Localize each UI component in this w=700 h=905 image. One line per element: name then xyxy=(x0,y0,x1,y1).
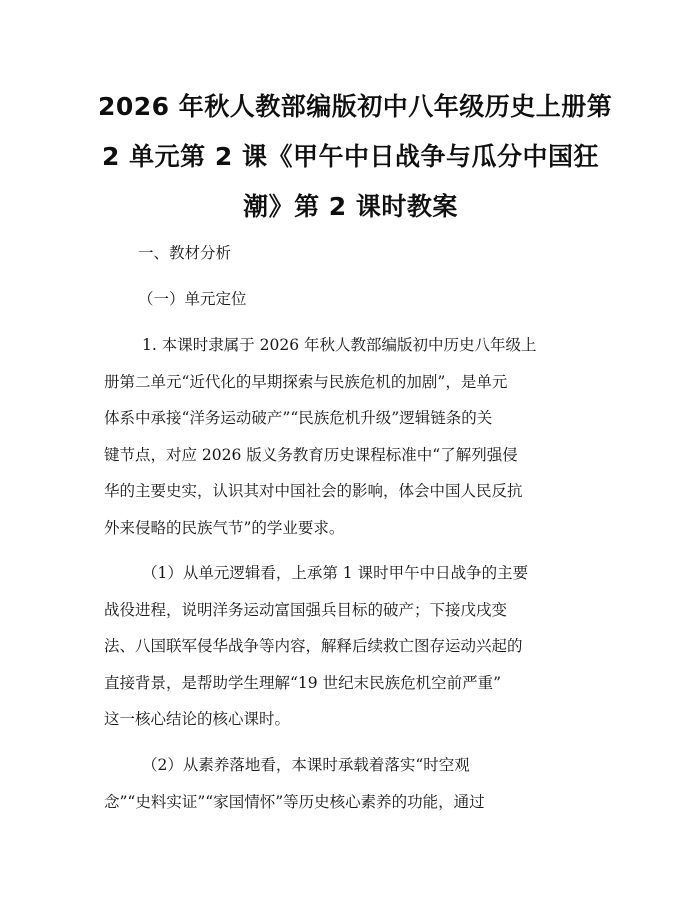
paragraph-line: 这一核心结论的核心课时。 xyxy=(104,710,291,729)
subsection-heading-unit-positioning: （一）单元定位 xyxy=(138,290,247,308)
paragraph-line: 直接背景，是帮助学生理解“19 世纪末民族危机空前严重” xyxy=(104,673,502,692)
paragraph-line: 念”“史料实证”“家国情怀”等历史核心素养的功能，通过 xyxy=(104,792,485,811)
paragraph-3 xyxy=(104,747,604,820)
paragraph-line: 册第二单元“近代化的早期探索与民族危机的加剧”，是单元 xyxy=(104,372,508,391)
document-title xyxy=(98,82,613,232)
title-line: 2026 年秋人教部编版初中八年级历史上册第 xyxy=(98,92,613,121)
paragraph-1 xyxy=(104,327,604,547)
paragraph-line: 键节点，对应 2026 版义务教育历史课程标准中“了解列强侵 xyxy=(104,445,518,464)
paragraph-line: 1. 本课时隶属于 2026 年秋人教部编版初中历史八年级上 xyxy=(142,336,537,354)
paragraph-line: 华的主要史实，认识其对中国社会的影响，体会中国人民反抗 xyxy=(104,482,523,501)
title-line: 潮》第 2 课时教案 xyxy=(243,192,458,221)
paragraph-line: 体系中承接“洋务运动破产”“民族危机升级”逻辑链条的关 xyxy=(104,409,493,428)
paragraph-line: （2）从素养落地看，本课时承载着落实“时空观 xyxy=(142,756,470,774)
paragraph-line: 外来侵略的民族气节”的学业要求。 xyxy=(104,518,345,537)
paragraph-line: （1）从单元逻辑看，上承第 1 课时甲午中日战争的主要 xyxy=(142,564,529,582)
title-line: 2 单元第 2 课《甲午中日战争与瓜分中国狂 xyxy=(102,142,599,171)
paragraph-2 xyxy=(104,555,604,738)
paragraph-line: 战役进程，说明洋务运动富国强兵目标的破产；下接戊戌变 xyxy=(104,600,508,619)
section-heading-teaching-material-analysis: 一、教材分析 xyxy=(138,244,232,262)
paragraph-line: 法、八国联军侵华战争等内容，解释后续救亡图存运动兴起的 xyxy=(104,637,523,656)
